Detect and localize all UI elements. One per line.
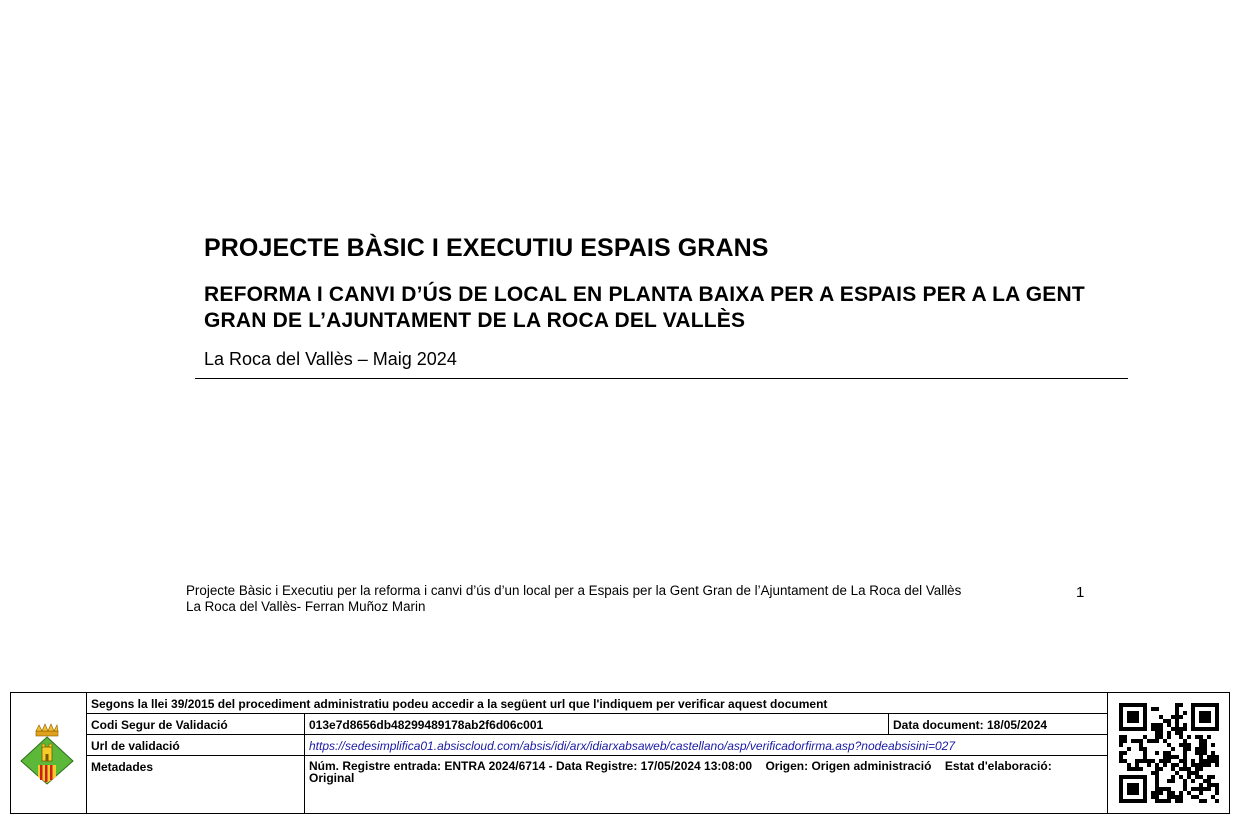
seal-cell <box>11 693 87 813</box>
footer-project-line: Projecte Bàsic i Executiu per la reforma i canvi d’ús d’un local per a Espais per la Gent Gran de l’Ajuntament de La Roca del Vallès <box>186 583 962 598</box>
metadata-value <box>305 756 1107 813</box>
metadata-registre: Núm. Registre entrada: ENTRA 2024/6714 - Data Registre: 17/05/2024 13:08:00 <box>309 759 753 773</box>
metadata-estat: Estat d'elaboració: Original <box>309 759 1052 785</box>
qr-cell <box>1107 693 1230 813</box>
verification-notice: Segons la llei 39/2015 del procediment administratiu podeu accedir a la següent url que l'indiquem per verificar aquest document <box>91 697 828 711</box>
title-divider <box>195 378 1128 379</box>
url-label: Url de validació <box>91 739 180 753</box>
document-date: Data document: 18/05/2024 <box>893 718 1048 732</box>
csv-value: 013e7d8656db48299489178ab2f6d06c001 <box>309 718 544 732</box>
footer-author-line: La Roca del Vallès- Ferran Muñoz Marin <box>186 599 426 614</box>
municipal-coat-of-arms-icon <box>18 721 76 785</box>
document-title: PROJECTE BÀSIC I EXECUTIU ESPAIS GRANS <box>204 234 769 262</box>
metadata-label: Metadades <box>91 760 154 774</box>
document-subtitle: REFORMA I CANVI D’ÚS DE LOCAL EN PLANTA BAIXA PER A ESPAIS PER A LA GENT GRAN DE L’AJUNTAMENT DE LA ROCA DEL VALLÈS <box>204 283 1085 332</box>
csv-label: Codi Segur de Validació <box>91 718 228 732</box>
metadata-origen: Origen: Origen administració <box>765 759 932 773</box>
place-and-date: La Roca del Vallès – Maig 2024 <box>204 349 457 369</box>
signature-verification-box <box>10 692 1230 814</box>
qr-code-icon <box>1119 703 1219 803</box>
validation-url-link[interactable]: https://sedesimplifica01.absiscloud.com/absis/idi/arx/idiarxabsaweb/castellano/asp/verificadorfirma.asp?nodeabsisini=027 <box>309 739 956 753</box>
page-number: 1 <box>1076 584 1085 601</box>
